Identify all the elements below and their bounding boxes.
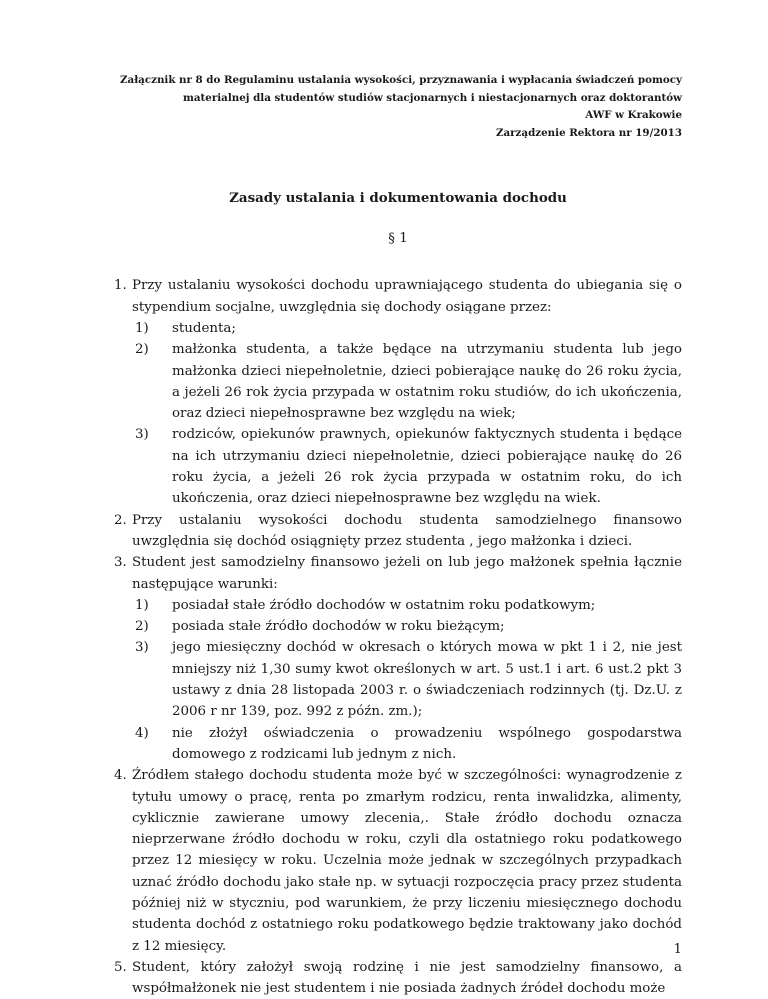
sub-item-number: 3) (135, 640, 149, 656)
sub-item-text: nie złożył oświadczenia o prowadzeniu wspólnego gospodarstwa domowego z rodzicami lub jednym z nich. (172, 725, 682, 762)
provisions-list (114, 275, 682, 999)
provision-text: Przy ustalaniu wysokości dochodu studenta samodzielnego finansowo uwzględnia się dochód osiągnięty przez studenta , jego małżonka i dzieci. (132, 512, 682, 549)
provision-item (114, 957, 682, 999)
page-number: 1 (673, 942, 682, 957)
sub-item-number: 4) (135, 725, 149, 741)
annex-line-3: AWF w Krakowie (585, 109, 682, 122)
sub-item (132, 616, 682, 637)
sub-item (132, 723, 682, 766)
provision-number: 2. (114, 512, 127, 528)
sub-list (132, 595, 682, 765)
sub-item-text: posiadał stałe źródło dochodów w ostatnim roku podatkowym; (172, 597, 596, 613)
provision-number: 5. (114, 959, 127, 975)
provision-number: 4. (114, 768, 127, 784)
provision-text: Student, który założył swoją rodzinę i nie jest samodzielny finansowo, a współmałżonek nie jest studentem i nie posiada żadnych źródeł dochodu może (132, 959, 682, 997)
sub-list (132, 318, 682, 510)
sub-item-text: rodziców, opiekunów prawnych, opiekunów faktycznych studenta i będące na ich utrzymaniu dzieci niepełnoletnie, dzieci pobierające naukę do 26 roku życia, a jeżeli 26 rok życia przypada w ostatnim roku, do ich ukończenia, oraz dzieci niepełnosprawne bez względu na wiek. (172, 427, 682, 507)
section-marker: § 1 (388, 231, 408, 247)
sub-item (132, 424, 682, 509)
provision-item (114, 275, 682, 509)
sub-item-text: posiada stałe źródło dochodów w roku bieżącym; (172, 619, 505, 635)
annex-line-1: Załącznik nr 8 do Regulaminu ustalania wysokości, przyznawania i wypłacania świadczeń pomocy (120, 74, 682, 86)
sub-item-text: jego miesięczny dochód w okresach o których mowa w pkt 1 i 2, nie jest mniejszy niż 1,30 sumy kwot określonych w art. 5 ust.1 i art. 6 ust.2 pkt 3 ustawy z dnia 28 listopada 2003 r. o świadczeniach rodzinnych (tj. Dz.U. z 2006 r nr 139, poz. 992 z późn. zm.); (172, 640, 682, 720)
provision-item (114, 552, 682, 765)
sub-item-number: 2) (135, 342, 149, 358)
annex-line-2: materialnej dla studentów studiów stacjonarnych i niestacjonarnych oraz doktorantów (182, 91, 682, 104)
sub-item (132, 595, 682, 616)
sub-item-text: studenta; (172, 320, 236, 336)
annex-header (114, 72, 682, 142)
provision-text: Przy ustalaniu wysokości dochodu uprawniającego studenta do ubiegania się o stypendium socjalne, uwzględnia się dochody osiągane przez: (132, 278, 682, 315)
sub-item-text: małżonka studenta, a także będące na utrzymaniu studenta lub jego małżonka dzieci niepełnoletnie, dzieci pobierające naukę do 26 roku życia, a jeżeli 26 rok życia przypada w ostatnim roku studiów, do ich ukończenia, oraz dzieci niepełnosprawne bez względu na wiek; (172, 342, 682, 422)
sub-item-number: 2) (135, 619, 149, 635)
provision-number: 3. (114, 555, 127, 571)
sub-item (132, 339, 682, 424)
provision-item (114, 510, 682, 553)
sub-item (132, 637, 682, 722)
sub-item (132, 318, 682, 339)
provision-number: 1. (114, 278, 127, 294)
provision-text: Student jest samodzielny finansowo jeżeli on lub jego małżonek spełnia łącznie następujące warunki: (132, 555, 682, 592)
annex-line-4: Zarządzenie Rektora nr 19/2013 (495, 126, 682, 139)
sub-item-number: 3) (135, 427, 149, 443)
document-title: Zasady ustalania i dokumentowania dochodu (229, 190, 567, 207)
sub-item-number: 1) (135, 597, 149, 613)
provision-item (114, 765, 682, 957)
provision-text: Źródłem stałego dochodu studenta może być w szczególności: wynagrodzenie z tytułu umowy o pracę, renta po zmarłym rodzicu, renta inwalidzka, alimenty, cyklicznie zawierane umowy zlecenia,. Stałe źródło dochodu oznacza nieprzerwane źródło dochodu w roku, czyli dla ostatniego roku podatkowego przez 12 miesięcy w roku. Uczelnia może jednak w szczególnych przypadkach uznać źródło dochodu jako stałe np. w sytuacji rozpoczęcia pracy przez studenta później niż w styczniu, pod warunkiem, że przy liczeniu miesięcznego dochodu studenta dochód z ostatniego roku podatkowego będzie traktowany jako dochód z 12 miesięcy. (132, 768, 682, 954)
sub-item-number: 1) (135, 320, 149, 336)
